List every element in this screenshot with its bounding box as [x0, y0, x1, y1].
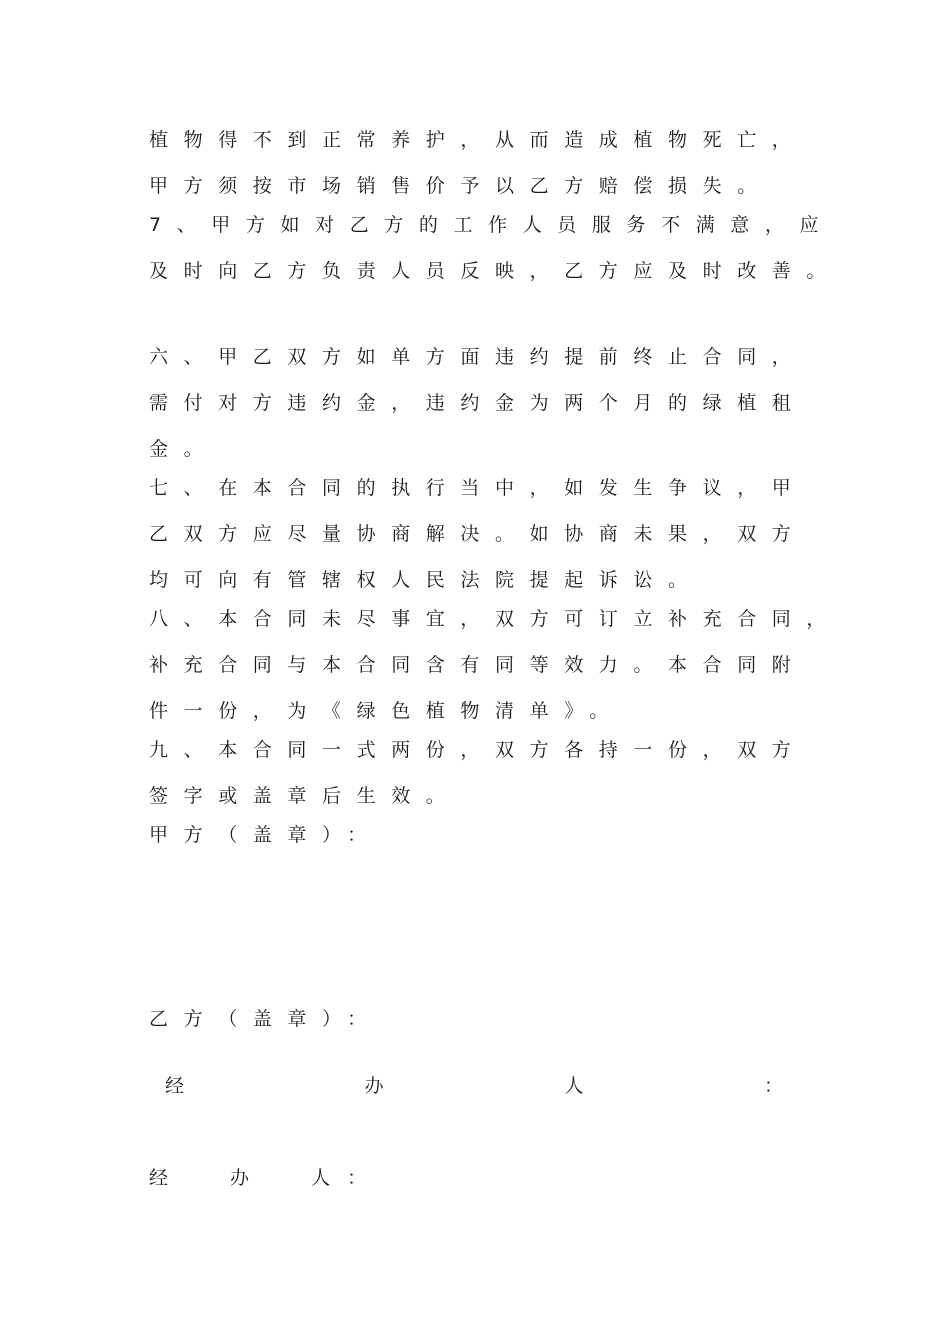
handler-a-char-4: ：	[763, 1075, 783, 1097]
section-9-line-1: 九、本合同一式两份，双方各持一份，双方	[149, 739, 807, 761]
clause-7-line-1: 7、甲方如对乙方的工作人员服务不满意，应	[149, 214, 835, 236]
section-6-line-1: 六、甲乙双方如单方面违约提前终止合同，	[149, 346, 807, 368]
section-9-line-2: 签字或盖章后生效。	[149, 785, 461, 807]
handler-a-char-1: 经	[165, 1075, 185, 1097]
section-7-line-3: 均可向有管辖权人民法院提起诉讼。	[149, 569, 703, 591]
section-8-line-1: 八、本合同未尽事宜，双方可订立补充合同，	[149, 608, 842, 630]
party-b-seal-label: 乙方（盖章）：	[149, 1008, 382, 1030]
section-6-line-2: 需付对方违约金，违约金为两个月的绿植租	[149, 392, 807, 414]
clause-7-line-2: 及时向乙方负责人员反映，乙方应及时改善。	[149, 260, 842, 282]
handler-a-label	[165, 1073, 783, 1099]
party-a-seal-label: 甲方（盖章）：	[149, 824, 382, 846]
clause-5-line-1: 植物得不到正常养护，从而造成植物死亡，	[149, 129, 807, 151]
handler-a-char-3: 人	[564, 1075, 584, 1097]
section-7-line-1: 七、在本合同的执行当中，如发生争议，甲	[149, 477, 807, 499]
clause-5-line-2: 甲方须按市场销售价予以乙方赔偿损失。	[149, 175, 772, 197]
handler-b-label: 经 办 人：	[149, 1167, 384, 1189]
section-6-line-3: 金。	[149, 438, 219, 460]
section-8-line-3: 件一份，为《绿色植物清单》。	[149, 700, 624, 722]
section-8-line-2: 补充合同与本合同含有同等效力。本合同附	[149, 654, 807, 676]
section-7-line-2: 乙双方应尽量协商解决。如协商未果，双方	[149, 523, 807, 545]
handler-a-char-2: 办	[364, 1075, 384, 1097]
